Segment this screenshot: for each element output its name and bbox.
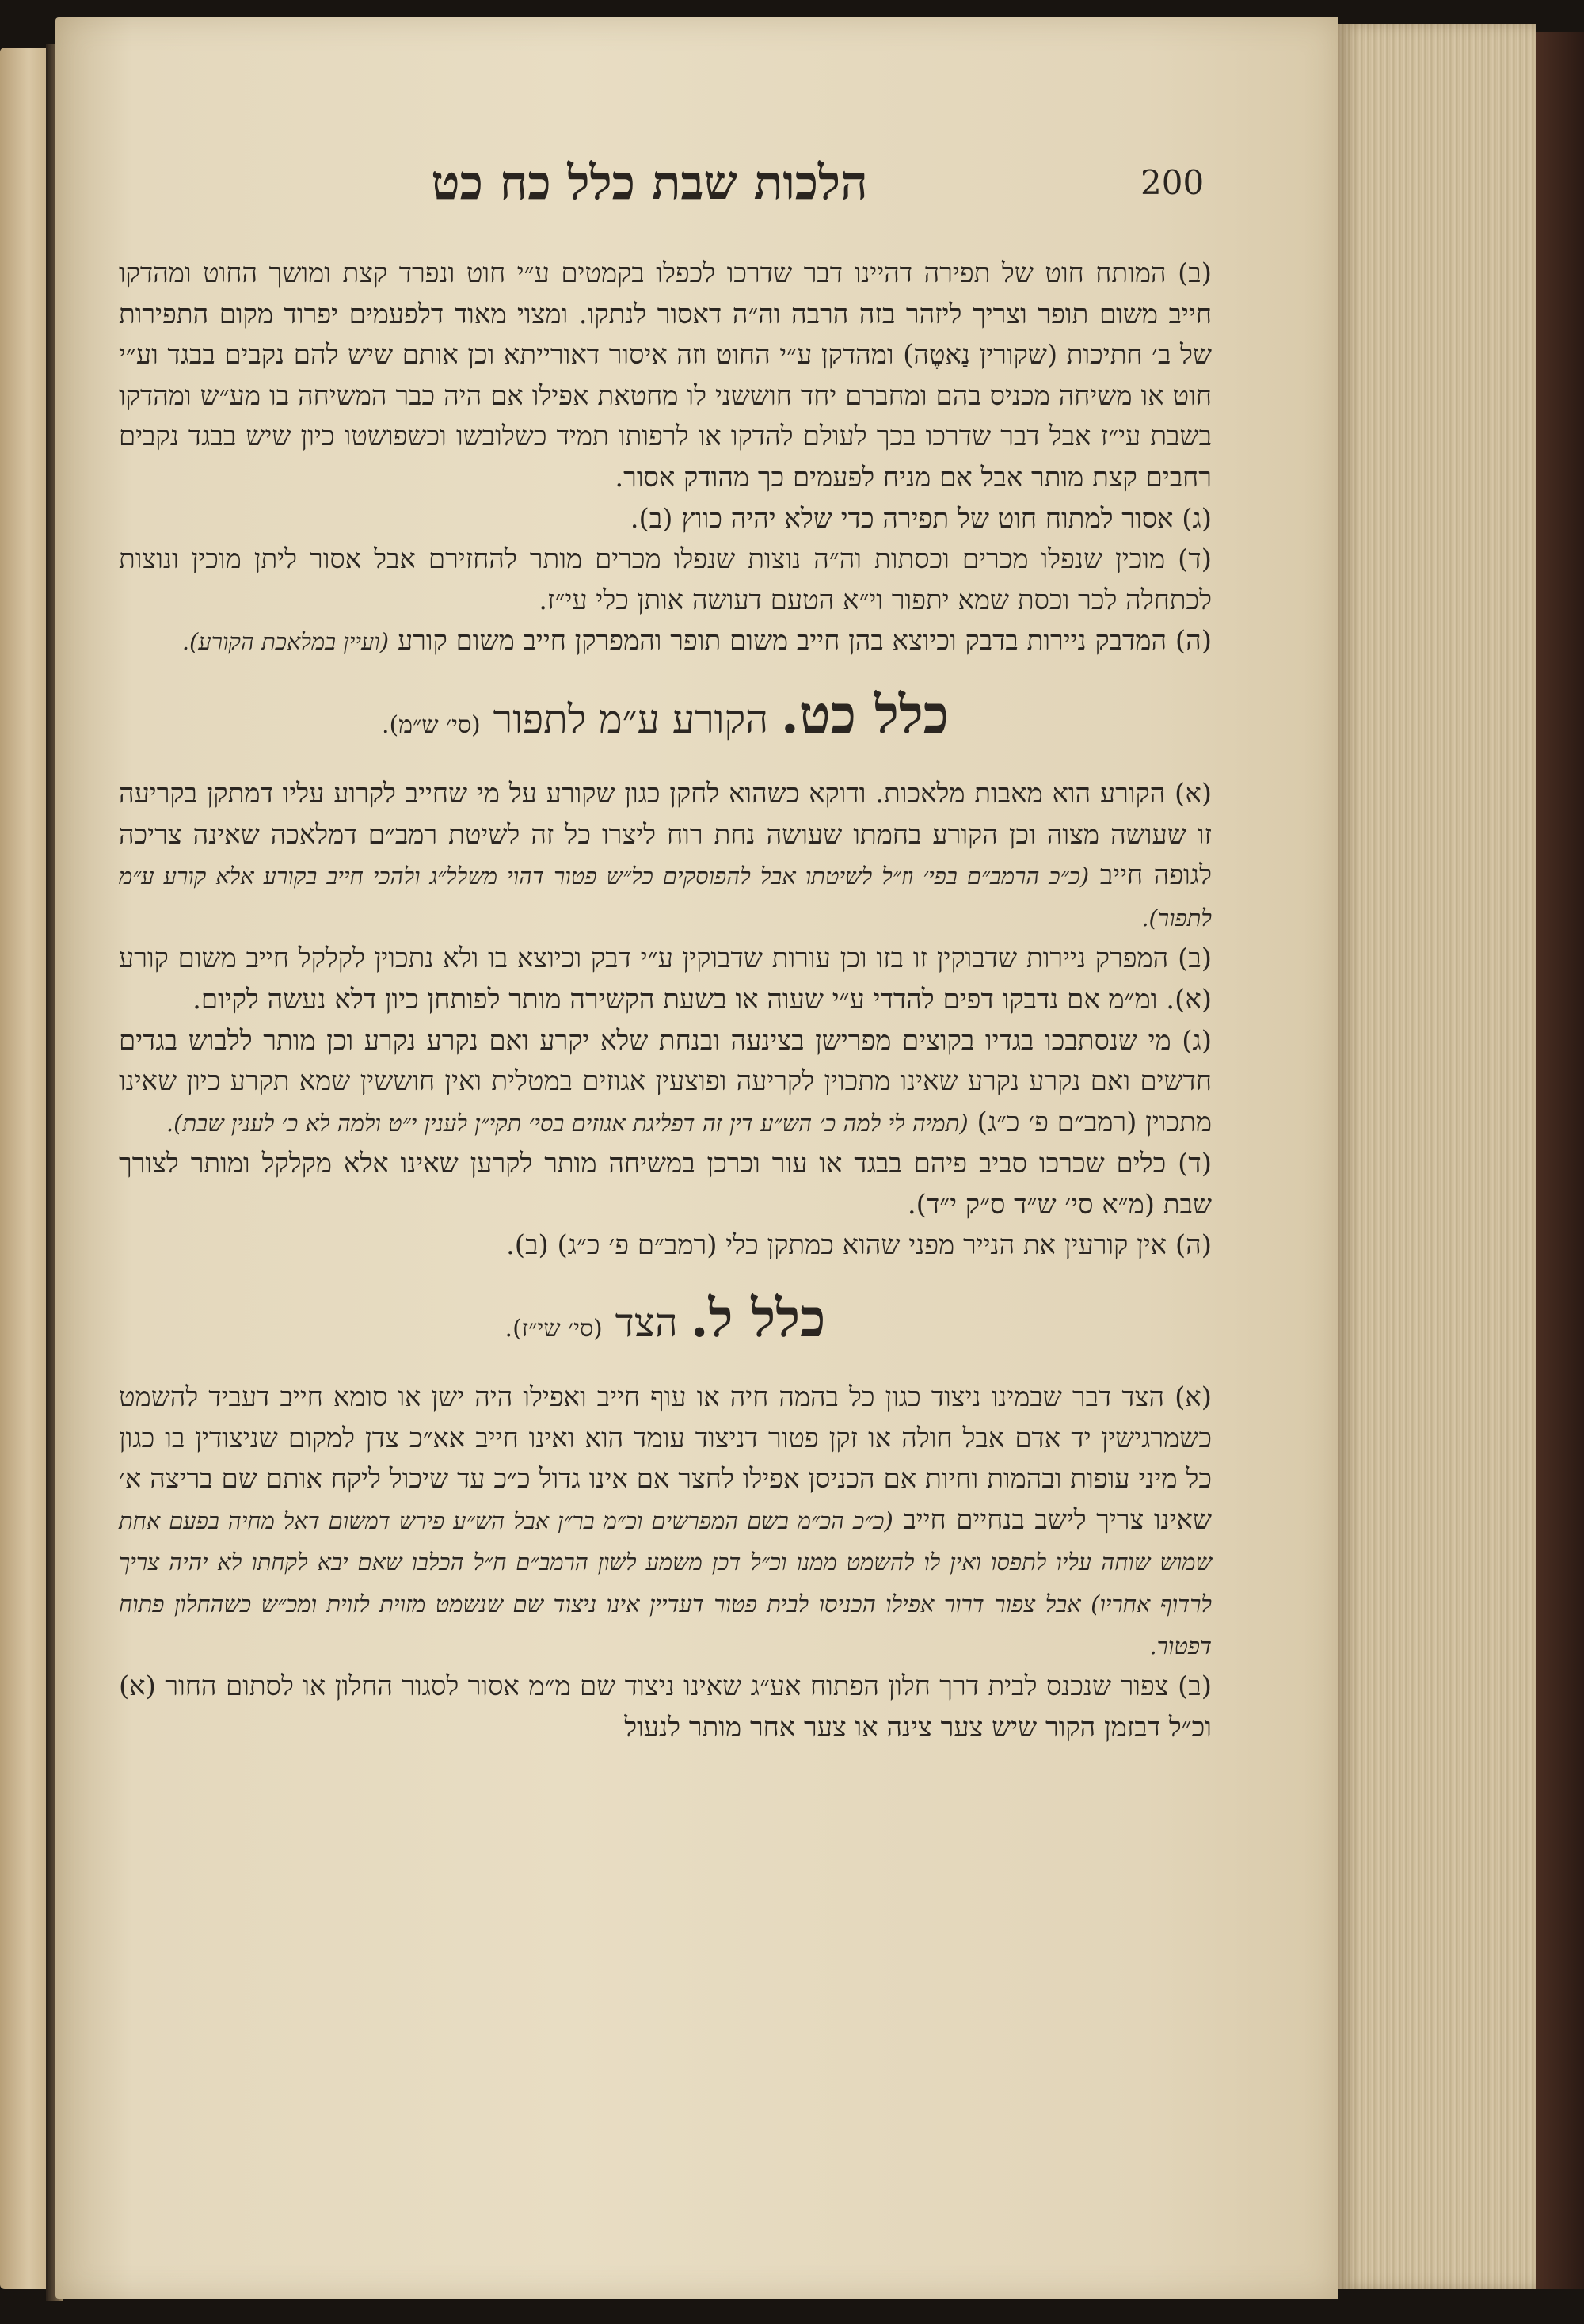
paragraph: (א) הקורע הוא מאבות מלאכות. ודוקא כשהוא לחקן כגון שקורע על מי שחייב לקרוע עליו דמתקן בקריעה זו שעושה מצוה וכן הקורע בחמתו שעושה נחת רוח ליצרו כל זה לשיטת רמב״ם דמלאכה שאינה צריכה לגופה חייב (כ״כ הרמב״ם בפי׳ וז״ל לשיטתו אבל להפוסקים כל״ש פטור דהוי משלל״ג ולהכי חייב בקורע אלא קורע ע״מ לתפור). bbox=[119, 777, 1212, 932]
facing-page-edge bbox=[0, 48, 52, 2289]
inline-note: (תמיה לי למה כ׳ הש״ע דין זה דפליגת אגוזים בסי׳ תקי״ן לענין י״ט ולמה לא כ׳ לענין שבת). bbox=[166, 1109, 969, 1137]
page-number: 200 bbox=[1140, 163, 1205, 202]
paragraph: (א) הצד דבר שבמינו ניצוד כגון כל בהמה חיה או עוף חייב ואפילו היה ישן או סומא חייב דעביד להשמט כשמרגישין יד אדם אבל חולה או זקן פטור דניצוד עומד הוא ואינו חייב אא״כ צדן למקום שניצודין בו כגון כל מיני עופות ובהמות וחיות אם הכניסן אפילו לחצר אם אינו גדול כ״כ עד שיכול ליקח אותם שם בריצה א׳ שאינו צריך לישב בנחיים חייב (כ״כ הכ״מ בשם המפרשים וכ״מ בר״ן אבל הש״ע פירש דמשום דאל מחיה בפעם אחת שמוש שוחה עליו לתפסו ואין לו להשמט ממנו וכ״ל דכן משמע לשון הרמב״ם ח״ל הכלבו שאם יבא לקחתו לא יהיה צריך לרדוף אחריו) אבל צפור דרור אפילו הכניסו לבית פטור דעדיין אינו ניצוד שם שנשמט מזוית לזוית ומכ״ש כשהחלון פתוח דפטור. bbox=[119, 1381, 1213, 1659]
paragraph: (ב) המפרק ניירות שדבוקין זו בזו וכן עורות שדבוקין ע״י דבק וכיוצא בו ולא נתכוין לקלקל חייב משום קורע (א). ומ״מ אם נדבקו דפים להדדי ע״י שעוה או בשעת הקשירה מותר לפותחן כיון דלא נעשה לקיום. bbox=[119, 943, 1212, 1015]
paragraph: (ב) המותח חוט של תפירה דהיינו דבר שדרכו לכפלו בקמטים ע״י חוט ונפרד קצת ומושך החוט ומהדקו חייב משום תופר וצריך ליזהר בזה הרבה וה״ה דאסור לנתקו. ומצוי מאוד דלפעמים יפרוד מקום התפירות של ב׳ חתיכות (שקורין נַאטֶה) ומהדקן ע״י החוט וזה איסור דאורייתא וכן אותם שיש להם נקבים בבגד וע״י חוט או משיחה מכניס בהם ומחברם יחד חוששני לו מחטאת אפילו אם היה כבר המשיחה בו מע״ש ומהדקו בשבת עי״ז אבל דבר שדרכו בכך לעולם להדקו או לרפותו תמיד כשלובשו וכשפושטו כיון שיש בבגד נקבים רחבים קצת מותר אבל אם מניח לפעמים כך מהודק אסור. bbox=[119, 257, 1212, 493]
section-reference: (סי׳ שי״ז). bbox=[505, 1315, 603, 1343]
section-number: כלל ל. bbox=[690, 1287, 826, 1350]
inline-note: (כ״כ הכ״מ בשם המפרשים וכ״מ בר״ן אבל הש״ע פירש דמשום דאל מחיה בפעם אחת שמוש שוחה עליו לתפסו ואין לו להשמט ממנו וכ״ל דכן משמע לשון הרמב״ם ח״ל הכלבו שאם יבא לקחתו לא יהיה צריך לרדוף אחריו) אבל צפור דרור אפילו הכניסו לבית פטור דעדיין אינו ניצוד שם שנשמט מזוית לזוית ומכ״ש כשהחלון פתוח דפטור. bbox=[119, 1507, 1212, 1659]
section-reference: (סי׳ ש״מ). bbox=[382, 711, 481, 739]
page-block-edges bbox=[1338, 24, 1536, 2289]
page-body bbox=[119, 253, 1212, 1748]
running-title: הלכות שבת כלל כח כט bbox=[431, 155, 868, 211]
paragraph: (ג) מי שנסתבכו בגדיו בקוצים מפרישן בצינעה ובנחת שלא יקרע ואם נקרע נקרע וכן מותר ללבוש בגדים חדשים ואם נקרע נקרע שאינו מתכוין לקריעה ופוצעין אגוזים במטלית ואין חוששין שמא תקרע כיון שאינו מתכוין (רמב״ם פ׳ כ״ג) (תמיה לי למה כ׳ הש״ע דין זה דפליגת אגוזים בסי׳ תקי״ן לענין י״ט ולמה לא כ׳ לענין שבת). bbox=[119, 1024, 1212, 1138]
section-heading bbox=[119, 671, 1212, 769]
page-header bbox=[119, 155, 1212, 227]
paragraph: (ה) המדבק ניירות בדבק וכיוצא בהן חייב משום תופר והמפרקן חייב משום קורע (ועיין במלאכת הקורע). bbox=[181, 625, 1212, 657]
paragraph: (ג) אסור למתוח חוט של תפירה כדי שלא יהיה כווץ (ב). bbox=[630, 502, 1212, 535]
paragraph: (ה) אין קורעין את הנייר מפני שהוא כמתקן כלי (רמב״ם פ׳ כ״ג) (ב). bbox=[506, 1229, 1212, 1262]
paragraph: (ב) צפור שנכנס לבית דרך חלון הפתוח אע״ג שאינו ניצוד שם מ״מ אסור לסגור החלון או לסתום החור (א) וכ״ל דבזמן הקור שיש צער צינה או צער אחר מותר לנעול bbox=[119, 1671, 1212, 1743]
inline-note: (ועיין במלאכת הקורע). bbox=[181, 628, 390, 656]
section-title: הצד bbox=[615, 1300, 678, 1347]
section-heading bbox=[119, 1274, 1212, 1373]
inline-note: (כ״כ הרמב״ם בפי׳ וז״ל לשיטתו אבל להפוסקים כל״ש פטור דהוי משלל״ג ולהכי חייב בקורע אלא קורע ע״מ לתפור). bbox=[119, 863, 1212, 932]
paragraph: (ד) כלים שכרכו סביב פיהם בבגד או עור וכרכן במשיחה מותר לקרען שאינו אלא מקלקל ומותר לצורך שבת (מ״א סי׳ ש״ד ס״ק י״ד). bbox=[119, 1148, 1212, 1221]
paragraph: (ד) מוכין שנפלו מכרים וכסתות וה״ה נוצות שנפלו מכרים מותר להחזירם אבל אסור ליתן מוכין ונוצות לכתחלה לכר וכסת שמא יתפור וי״א הטעם דעושה אותן כלי עי״ז. bbox=[119, 543, 1212, 616]
section-title: הקורע ע״מ לתפור bbox=[493, 695, 768, 742]
book-cover-edge bbox=[1536, 32, 1584, 2289]
section-number: כלל כט. bbox=[780, 683, 949, 745]
